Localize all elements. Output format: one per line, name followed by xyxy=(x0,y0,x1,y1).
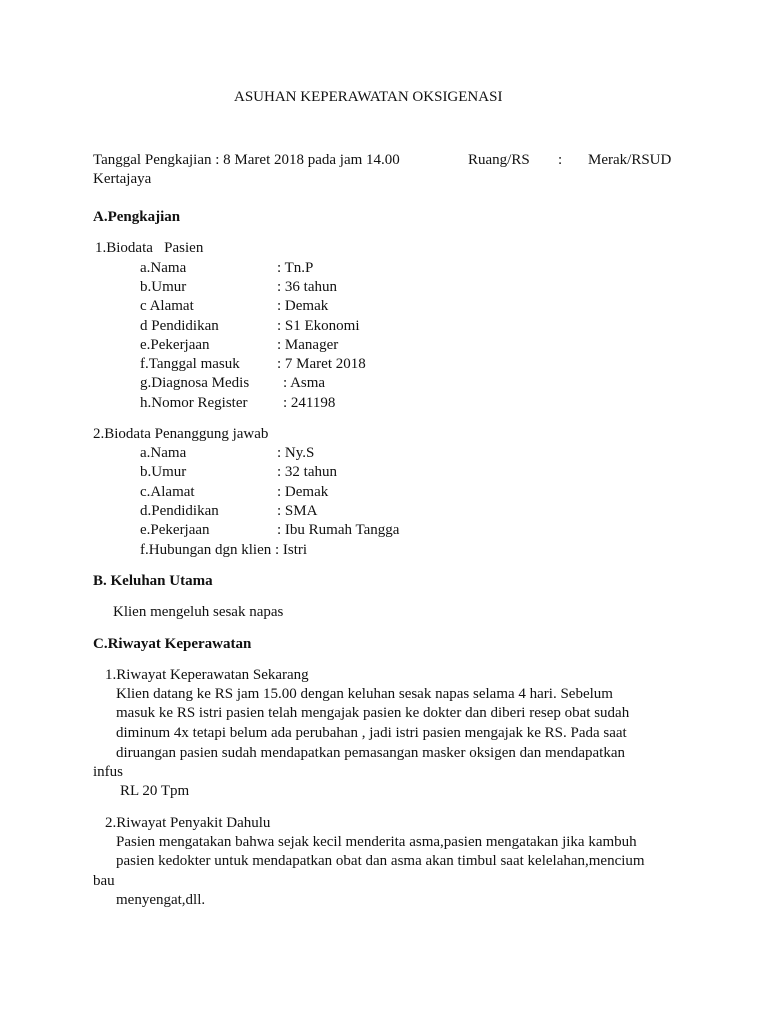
riwayat-dahulu-line: pasien kedokter untuk mendapatkan obat dan asma akan timbul saat kelelahan,mencium xyxy=(116,853,645,869)
section-a-heading: A.Pengkajian xyxy=(93,209,181,225)
pasien-label: e.Pekerjaan xyxy=(140,337,210,353)
penanggung-label: c.Alamat xyxy=(140,484,195,500)
section-c-heading: C.Riwayat Keperawatan xyxy=(93,636,252,652)
riwayat-sekarang-line: RL 20 Tpm xyxy=(120,783,190,799)
pasien-value: : 241198 xyxy=(283,395,336,411)
pasien-value: : Asma xyxy=(283,375,326,391)
pasien-label: f.Tanggal masuk xyxy=(140,356,240,372)
penanggung-label: e.Pekerjaan xyxy=(140,522,210,538)
pasien-label: g.Diagnosa Medis xyxy=(140,375,250,391)
riwayat-dahulu-heading: 2.Riwayat Penyakit Dahulu xyxy=(105,815,271,831)
biodata-pasien-heading: 1.Biodata Pasien xyxy=(95,240,204,256)
keluhan-utama-text: Klien mengeluh sesak napas xyxy=(113,604,284,620)
riwayat-dahulu-line: menyengat,dll. xyxy=(116,892,206,908)
riwayat-sekarang-line: infus xyxy=(93,764,123,780)
document-title: ASUHAN KEPERAWATAN OKSIGENASI xyxy=(234,89,503,105)
pasien-value: : Demak xyxy=(277,298,329,314)
pasien-label: h.Nomor Register xyxy=(140,395,248,411)
ruang-colon: : xyxy=(558,152,563,168)
pasien-value: : Manager xyxy=(277,337,339,353)
penanggung-value: : Demak xyxy=(277,484,329,500)
pasien-value: : S1 Ekonomi xyxy=(277,318,360,334)
riwayat-dahulu-line: bau xyxy=(93,873,115,889)
pasien-value: : Tn.P xyxy=(277,260,314,276)
pasien-label: a.Nama xyxy=(140,260,187,276)
riwayat-dahulu-line: Pasien mengatakan bahwa sejak kecil menderita asma,pasien mengatakan jika kambuh xyxy=(116,834,637,850)
penanggung-label: f.Hubungan dgn klien : Istri xyxy=(140,542,308,558)
penanggung-value: : Ny.S xyxy=(277,445,315,461)
biodata-penanggung-heading: 2.Biodata Penanggung jawab xyxy=(93,426,269,442)
riwayat-sekarang-line: Klien datang ke RS jam 15.00 dengan keluhan sesak napas selama 4 hari. Sebelum xyxy=(116,686,613,702)
pasien-label: c Alamat xyxy=(140,298,194,314)
penanggung-value: : Ibu Rumah Tangga xyxy=(277,522,400,538)
riwayat-sekarang-line: masuk ke RS istri pasien telah mengajak pasien ke dokter dan diberi resep obat sudah xyxy=(116,705,630,721)
riwayat-sekarang-line: diruangan pasien sudah mendapatkan pemasangan masker oksigen dan mendapatkan xyxy=(116,745,625,761)
pasien-value: : 36 tahun xyxy=(277,279,337,295)
penanggung-value: : 32 tahun xyxy=(277,464,337,480)
pasien-value: : 7 Maret 2018 xyxy=(277,356,366,372)
section-b-heading: B. Keluhan Utama xyxy=(93,573,213,589)
tanggal-pengkajian: Tanggal Pengkajian : 8 Maret 2018 pada jam 14.00 xyxy=(93,152,400,168)
penanggung-label: a.Nama xyxy=(140,445,187,461)
ruang-value: Merak/RSUD xyxy=(588,152,672,168)
penanggung-label: d.Pendidikan xyxy=(140,503,219,519)
riwayat-sekarang-heading: 1.Riwayat Keperawatan Sekarang xyxy=(105,667,309,683)
pasien-label: b.Umur xyxy=(140,279,187,295)
penanggung-value: : SMA xyxy=(277,503,318,519)
riwayat-sekarang-line: diminum 4x tetapi belum ada perubahan , jadi istri pasien mengajak ke RS. Pada saat xyxy=(116,725,627,741)
pasien-label: d Pendidikan xyxy=(140,318,219,334)
penanggung-label: b.Umur xyxy=(140,464,187,480)
ruang-value-continued: Kertajaya xyxy=(93,171,152,187)
ruang-label: Ruang/RS xyxy=(468,152,530,168)
